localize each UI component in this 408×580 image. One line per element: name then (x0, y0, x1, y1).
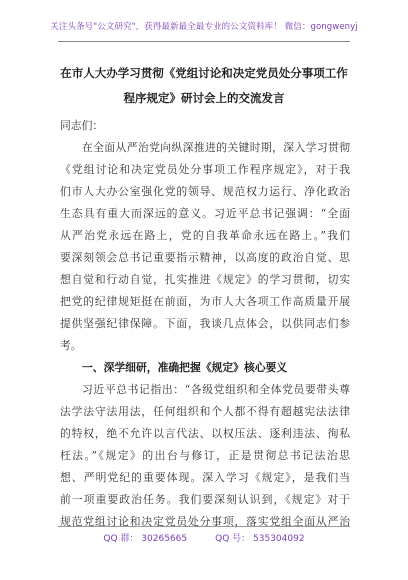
paragraph-line: 要深刻领会总书记重要指示精神，以高度的政治自觉、思 (60, 251, 350, 264)
paragraph-line: 枉法。”《规定》的出台与修订，正是贯彻总书记法治思 (60, 449, 350, 462)
document-title-line-1: 在市人大办学习贯彻《党组讨论和决定党员处分事项工作 (60, 66, 348, 80)
paragraph-line: 把党的纪律规矩挺在前面，为市人大各项工作高质量开展 (60, 295, 350, 308)
header-divider (58, 41, 350, 42)
paragraph-line: 习近平总书记指出：“各级党组织和全体党员要带头尊 (82, 383, 350, 396)
qq-group-number: QQ 群： 30265665 (103, 534, 188, 544)
paragraph-line: 考。 (60, 339, 82, 352)
paragraph-line: 想、严明党纪的重要体现。深入学习《规定》，是我们当 (60, 471, 350, 484)
salutation: 同志们： (60, 119, 104, 132)
paragraph-line: 想自觉和行动自觉，扎实推进《规定》的学习贯彻，切实 (60, 273, 350, 286)
paragraph-line: 法学法守法用法，任何组织和个人都不得有超越宪法法律 (60, 405, 350, 418)
paragraph-line: 提供坚强纪律保障。下面，我谈几点体会，以供同志们参 (60, 317, 350, 330)
paragraph-line: 规范党组讨论和决定党员处分事项，落实党组全面从严治 (60, 515, 350, 528)
paragraph-line: 前一项重要政治任务。我们要深刻认识到，《规定》对于 (60, 493, 350, 506)
paragraph-line: 生态具有重大而深远的意义。习近平总书记强调：“全面 (60, 207, 350, 220)
paragraph-line: 从严治党永远在路上，党的自我革命永远在路上。”我们 (60, 229, 350, 242)
contact-footer (0, 531, 408, 544)
paragraph-line: 《党组讨论和决定党员处分事项工作程序规定》，对于我 (60, 163, 350, 176)
document-body (60, 115, 350, 533)
qq-account-number: QQ 号： 535304092 (215, 534, 305, 544)
document-title-line-2: 程序规定》研讨会上的交流发言 (123, 91, 285, 105)
paragraph-line: 们市人大办公室强化党的领导、规范权力运行、净化政治 (60, 185, 350, 198)
promo-header: 关注头条号"公文研究"，获得最新最全最专业的公文资料库！ 微信：gongwenyj (50, 22, 358, 32)
footer-divider (58, 526, 350, 527)
section-heading: 一、深学细研，准确把握《规定》核心要义 (82, 361, 288, 374)
paragraph-line: 的特权，绝不允许以言代法、以权压法、逐利违法、徇私 (60, 427, 350, 440)
paragraph-line: 在全面从严治党向纵深推进的关键时期，深入学习贯彻 (82, 141, 350, 154)
